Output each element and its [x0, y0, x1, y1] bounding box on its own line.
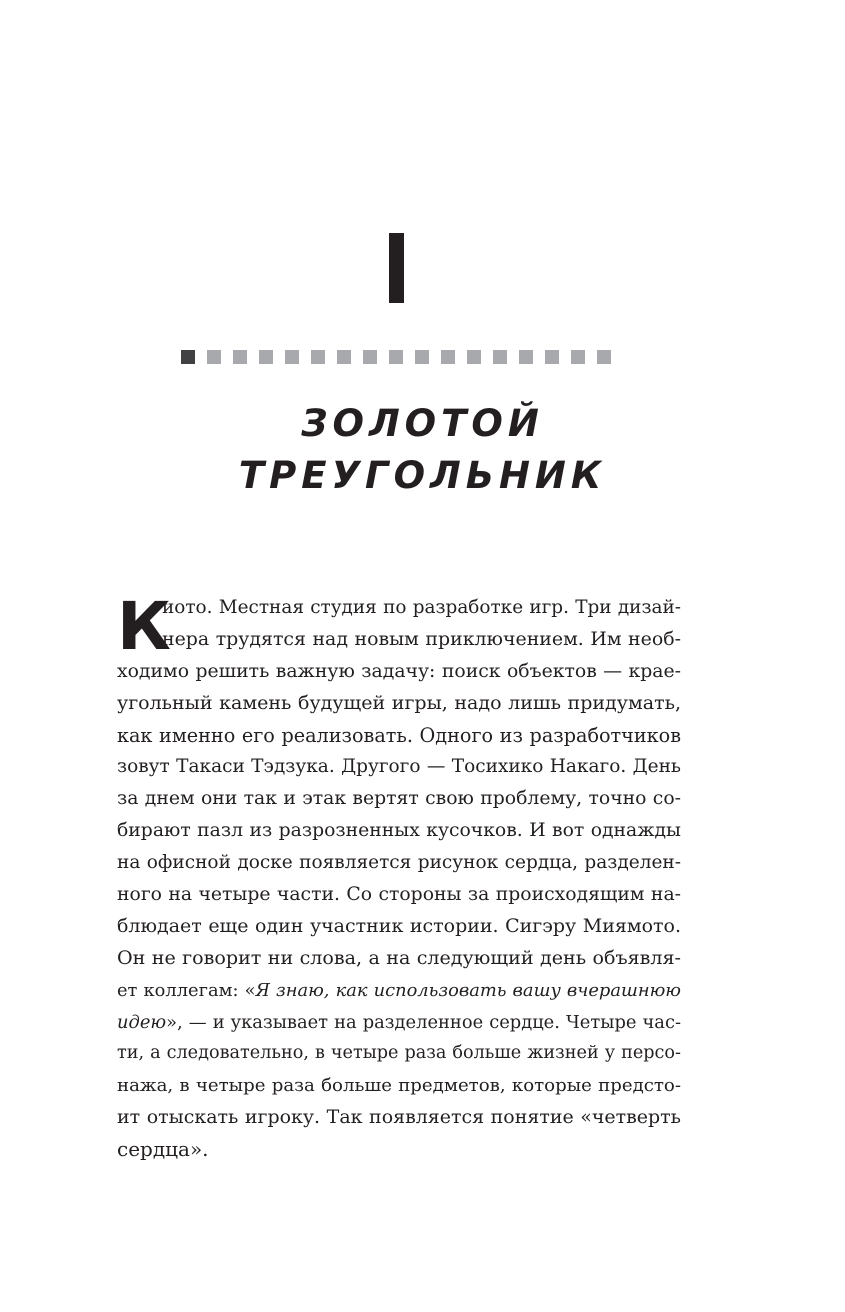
text-line: как именно его реализовать. Одного из разработчиков — [117, 723, 681, 747]
quote-italic: Я знаю, как использовать вашу вчерашнюю — [255, 979, 681, 1001]
text-line: угольный камень будущей игры, надо лишь придумать, — [117, 691, 681, 714]
chapter-title-line-2: ТРЕУГОЛЬНИК — [238, 454, 607, 497]
quote-italic: идею — [117, 1011, 167, 1033]
text-line: на офисной доске появляется рисунок сердца, разделен- — [117, 852, 681, 874]
divider-square — [259, 350, 273, 364]
text-line: Он не говорит ни слова, а на следующий день объявля- — [117, 946, 681, 969]
chapter-title — [0, 398, 845, 502]
text-line: бирают пазл из разрозненных кусочков. И вот однажды — [117, 820, 681, 842]
text-line: ходимо решить важную задачу: поиск объектов — крае- — [117, 660, 681, 682]
divider-square — [285, 350, 299, 364]
text-line: ти, а следовательно, в четыре раза больше жизней у персо- — [117, 1043, 681, 1064]
text-line: нажа, в четыре раза больше предметов, которые предсто- — [117, 1075, 681, 1097]
divider-square — [181, 350, 195, 364]
divider-square — [363, 350, 377, 364]
divider-square — [441, 350, 455, 364]
divider-square — [545, 350, 559, 364]
divider-square — [337, 350, 351, 364]
divider-square — [311, 350, 325, 364]
text-line: иото. Местная студия по разработке игр. Три дизай- — [162, 597, 681, 618]
text-line: блюдает еще один участник истории. Сигэру Миямото. — [117, 914, 681, 937]
body-paragraph — [117, 588, 681, 1166]
divider-square — [233, 350, 247, 364]
divider-square — [519, 350, 533, 364]
text-line: нера трудятся над новым приключением. Им необ- — [162, 627, 681, 650]
text-line: ного на четыре части. Со стороны за происходящим на- — [117, 884, 681, 906]
text-line — [117, 1007, 681, 1039]
drop-cap: К — [117, 588, 171, 665]
text-line: зовут Такаси Тэдзука. Другого — Тосихико Накаго. День — [117, 756, 681, 778]
text-line: ит отыскать игроку. Так появляется понятие «четверть — [117, 1106, 681, 1129]
divider-square — [493, 350, 507, 364]
divider-square — [389, 350, 403, 364]
divider-square — [467, 350, 481, 364]
chapter-title-line-1: ЗОЛОТОЙ — [301, 402, 544, 445]
text-line: за днем они так и этак вертят свою проблему, точно со- — [117, 788, 681, 810]
chapter-numeral-one — [389, 233, 404, 303]
text-segment: ет коллегам: « — [117, 979, 256, 1001]
text-line: сердца». — [117, 1137, 209, 1162]
section-divider — [181, 350, 621, 364]
divider-square — [571, 350, 585, 364]
divider-square — [207, 350, 221, 364]
divider-square — [597, 350, 611, 364]
divider-square — [415, 350, 429, 364]
text-segment: », — и указывает на разделенное сердце. Четыре час- — [166, 1011, 681, 1033]
text-line — [117, 975, 681, 1007]
